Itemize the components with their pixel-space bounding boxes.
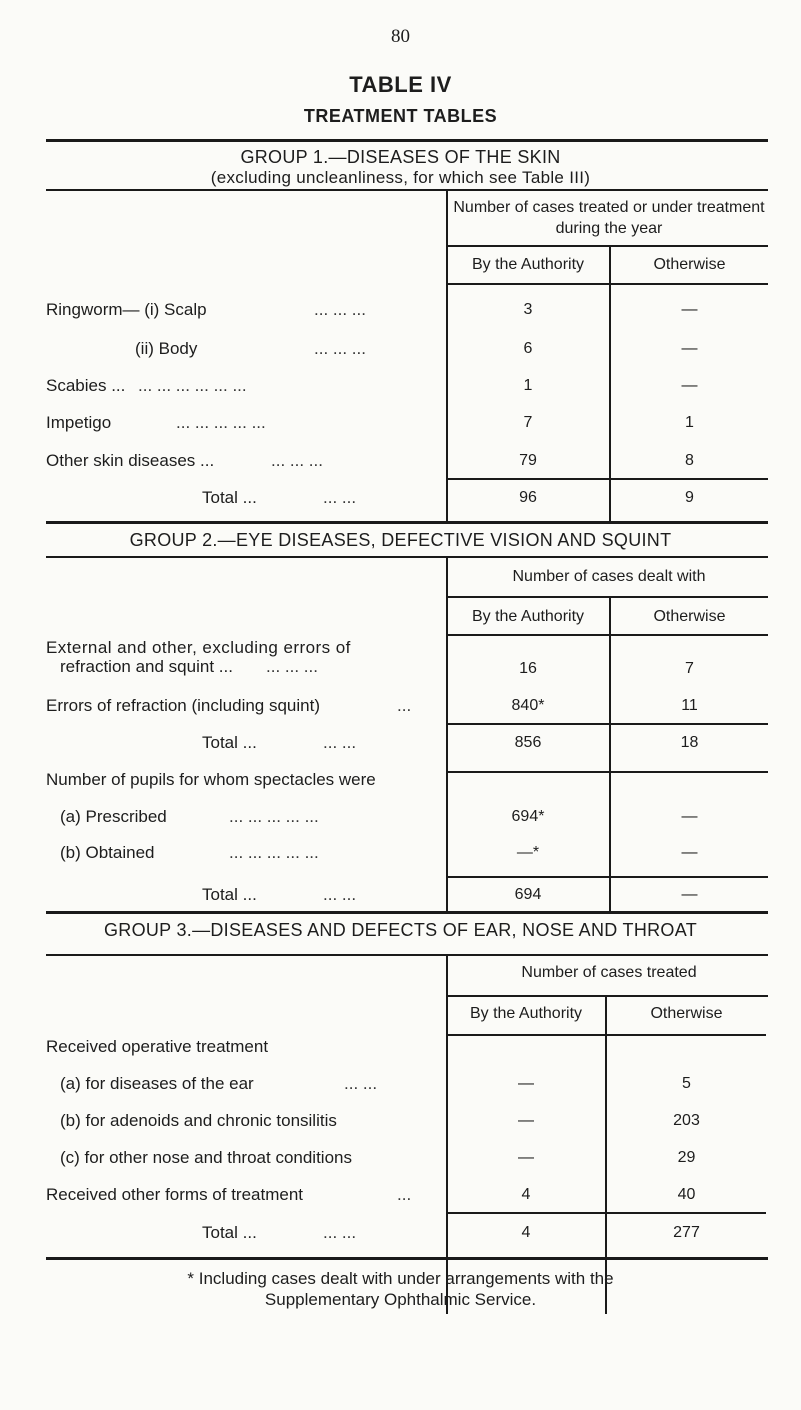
group1-otherwise-value: — xyxy=(681,377,698,394)
group3-row-label: Received other forms of treatment xyxy=(46,1185,304,1204)
group1-row-label: Scabies ... xyxy=(46,376,126,395)
group2-total1-label: Total ... xyxy=(202,733,257,752)
group2-header-rule xyxy=(46,556,768,558)
group1-heading: GROUP 1.—DISEASES OF THE SKIN xyxy=(240,147,561,167)
group3-total-authority: 4 xyxy=(521,1224,531,1241)
group3-row-label: (b) for adenoids and chronic tonsilitis xyxy=(60,1111,337,1130)
group1-authority-value: 79 xyxy=(519,452,537,469)
group2-total1-bottom-rule xyxy=(446,771,768,773)
table-title: TABLE IV xyxy=(349,72,452,97)
group3-col-otherwise: Otherwise xyxy=(650,1005,723,1022)
footnote-line2: Supplementary Ophthalmic Service. xyxy=(264,1290,537,1309)
group2-total1-otherwise: 18 xyxy=(680,734,699,751)
group1-total-rule xyxy=(446,478,768,480)
group2-otherwise-value: 7 xyxy=(685,660,694,677)
group3-row-label: (c) for other nose and throat conditions xyxy=(60,1148,352,1167)
group2-total2-rule xyxy=(446,876,768,878)
group2-total2-otherwise: — xyxy=(681,886,698,903)
group1-subheader-rule xyxy=(446,245,768,247)
group3-authority-value: — xyxy=(518,1112,534,1129)
leader-dots: ... ... ... ... ... ... xyxy=(138,376,247,395)
leader-dots: ... xyxy=(397,696,412,715)
leader-dots: ... ... ... xyxy=(314,300,366,319)
leader-dots: ... ... xyxy=(344,1074,378,1093)
group2-total2-label: Total ... xyxy=(202,885,257,904)
group2-total1-rule xyxy=(446,723,768,725)
group2-col-authority: By the Authority xyxy=(471,608,585,625)
group2-spectacles-authority: —* xyxy=(516,844,540,861)
group2-row-label: Errors of refraction (including squint) xyxy=(46,696,321,715)
group1-otherwise-value: — xyxy=(681,340,698,357)
leader-dots: ... ... ... ... ... xyxy=(229,807,319,826)
footnote-line1: * Including cases dealt with under arrangements with the xyxy=(187,1269,614,1288)
group3-subheader-rule xyxy=(446,995,768,997)
group2-row-label: refraction and squint ... xyxy=(60,657,233,676)
leader-dots: ... ... xyxy=(323,1223,357,1242)
leader-dots: ... xyxy=(397,1185,412,1204)
group2-spectacles-authority: 694* xyxy=(511,808,545,825)
group2-otherwise-value: 11 xyxy=(681,697,698,714)
group1-header-rule xyxy=(46,189,768,191)
leader-dots: ... ... xyxy=(323,733,357,752)
group1-authority-value: 1 xyxy=(523,377,533,394)
group3-column-header: Number of cases treated xyxy=(521,964,697,981)
group2-spectacles-otherwise: — xyxy=(681,844,698,861)
group1-cols-rule xyxy=(446,283,768,285)
group2-end-rule xyxy=(46,911,768,914)
group1-authority-value: 6 xyxy=(523,340,533,357)
group2-row-label-line1: External and other, excluding errors of xyxy=(46,638,351,657)
leader-dots: ... ... xyxy=(323,885,357,904)
group3-end-rule xyxy=(46,1257,768,1260)
group2-column-header: Number of cases dealt with xyxy=(512,568,706,585)
group1-end-rule xyxy=(46,521,768,524)
group3-authority-value: — xyxy=(518,1149,534,1166)
group2-subheader-rule xyxy=(446,596,768,598)
group1-total-label: Total ... xyxy=(202,488,257,507)
group1-row-label: Ringworm— (i) Scalp xyxy=(46,300,207,319)
group1-subheading: (excluding uncleanliness, for which see Table III) xyxy=(210,168,591,187)
group2-spectacles-label: (a) Prescribed xyxy=(60,807,167,826)
group2-col-otherwise: Otherwise xyxy=(653,608,726,625)
leader-dots: ... ... ... ... ... xyxy=(176,413,266,432)
leader-dots: ... ... ... xyxy=(314,339,366,358)
group1-total-otherwise: 9 xyxy=(685,489,694,506)
leader-dots: ... ... ... xyxy=(271,451,323,470)
group1-column-header: Number of cases treated or under treatment during the year xyxy=(453,199,765,237)
group1-authority-value: 3 xyxy=(523,301,533,318)
footnote xyxy=(0,1268,801,1310)
group3-authority-value: — xyxy=(518,1075,534,1092)
group1-otherwise-value: — xyxy=(681,301,698,318)
group3-header-rule xyxy=(46,954,768,956)
group1-row-label: Other skin diseases ... xyxy=(46,451,215,470)
group2-spectacles-otherwise: — xyxy=(681,808,698,825)
table-subtitle: TREATMENT TABLES xyxy=(303,106,498,126)
group3-heading: GROUP 3.—DISEASES AND DEFECTS OF EAR, NOSE AND THROAT xyxy=(103,920,697,940)
group2-total1-authority: 856 xyxy=(514,734,542,751)
group1-col-authority: By the Authority xyxy=(471,256,585,273)
group1-otherwise-value: 8 xyxy=(685,452,694,469)
group2-heading: GROUP 2.—EYE DISEASES, DEFECTIVE VISION AND SQUINT xyxy=(129,530,672,550)
group3-otherwise-value: 5 xyxy=(682,1075,691,1092)
group3-otherwise-value: 40 xyxy=(677,1186,696,1203)
group3-otherwise-value: 203 xyxy=(673,1112,700,1129)
group1-otherwise-value: 1 xyxy=(685,414,694,431)
top-rule xyxy=(46,139,768,142)
group1-total-authority: 96 xyxy=(519,489,537,506)
leader-dots: ... ... ... xyxy=(266,657,318,676)
leader-dots: ... ... xyxy=(323,488,357,507)
leader-dots: ... ... ... ... ... xyxy=(229,843,319,862)
group3-total-otherwise: 277 xyxy=(673,1224,700,1241)
group3-row-label: (a) for diseases of the ear xyxy=(60,1074,254,1093)
group3-authority-value: 4 xyxy=(521,1186,531,1203)
group1-row-label: (ii) Body xyxy=(135,339,198,358)
group2-col-divider xyxy=(609,597,611,911)
group2-total2-authority: 694 xyxy=(514,886,542,903)
page-number: 80 xyxy=(391,26,410,47)
group3-total-label: Total ... xyxy=(202,1223,257,1242)
group2-spectacles-label: (b) Obtained xyxy=(60,843,155,862)
group1-col-otherwise: Otherwise xyxy=(653,256,726,273)
group3-otherwise-value: 29 xyxy=(677,1149,696,1166)
group1-row-label: Impetigo xyxy=(46,413,112,432)
group2-cols-rule xyxy=(446,634,768,636)
group3-col-authority: By the Authority xyxy=(469,1005,583,1022)
group3-operative-heading: Received operative treatment xyxy=(46,1037,269,1056)
group2-authority-value: 16 xyxy=(519,660,537,677)
group3-cols-rule xyxy=(446,1034,766,1036)
group1-authority-value: 7 xyxy=(523,414,533,431)
group2-spectacles-heading: Number of pupils for whom spectacles were xyxy=(46,770,376,789)
group3-total-rule xyxy=(446,1212,766,1214)
group2-authority-value: 840* xyxy=(511,697,545,714)
